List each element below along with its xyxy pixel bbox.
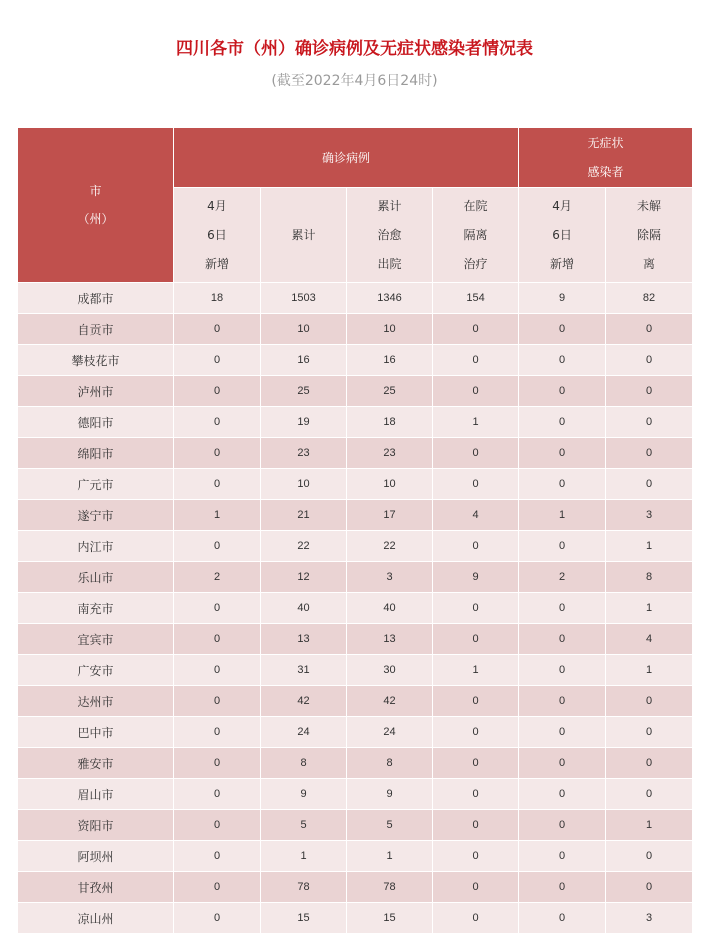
table-row [18,562,693,593]
cumulative-confirmed-cell: 9 [261,779,347,810]
new-asymptomatic-cell: 0 [519,779,606,810]
subheader-line: 新增 [204,256,229,271]
cumulative-confirmed-cell: 10 [261,469,347,500]
subheader-line: 6日 [552,227,572,242]
new-asymptomatic-cell: 0 [519,469,606,500]
city-name-cell: 成都市 [18,283,174,314]
cumulative-confirmed-cell: 16 [261,345,347,376]
cumulative-confirmed-cell: 40 [261,593,347,624]
cumulative-cured-cell: 18 [347,407,433,438]
new-confirmed-cell: 0 [174,438,261,469]
asymptomatic-under-observation-cell: 0 [606,469,693,500]
cumulative-confirmed-cell: 10 [261,314,347,345]
subheader-line: 未解 [637,198,662,213]
asymptomatic-under-observation-cell: 1 [606,593,693,624]
new-confirmed-cell: 0 [174,314,261,345]
table-row [18,283,693,314]
new-confirmed-cell: 0 [174,872,261,903]
asymptomatic-under-observation-cell: 1 [606,531,693,562]
asymptomatic-under-observation-cell: 8 [606,562,693,593]
cases-table [17,127,693,934]
cumulative-confirmed-cell: 21 [261,500,347,531]
subheader-line: 除隔 [637,227,662,242]
new-asymptomatic-cell: 0 [519,345,606,376]
new-asymptomatic-cell: 2 [519,562,606,593]
new-confirmed-cell: 2 [174,562,261,593]
new-asymptomatic-cell: 0 [519,686,606,717]
city-name-cell: 巴中市 [18,717,174,748]
header-city-line: 市 [89,184,102,198]
new-asymptomatic-cell: 0 [519,872,606,903]
subheader-line: 治愈 [377,227,402,242]
city-name-cell: 绵阳市 [18,438,174,469]
table-row [18,531,693,562]
subheader-new-asymptomatic [519,188,606,283]
asymptomatic-under-observation-cell: 1 [606,810,693,841]
new-asymptomatic-cell: 0 [519,655,606,686]
subheader-asymptomatic-under-observation [606,188,693,283]
hospitalized-cell: 0 [433,841,519,872]
table-row [18,903,693,934]
city-name-cell: 雅安市 [18,748,174,779]
asymptomatic-under-observation-cell: 82 [606,283,693,314]
subheader-line: 离 [643,256,656,271]
cumulative-cured-cell: 22 [347,531,433,562]
cumulative-cured-cell: 13 [347,624,433,655]
asymptomatic-under-observation-cell: 0 [606,376,693,407]
new-confirmed-cell: 0 [174,686,261,717]
cumulative-cured-cell: 23 [347,438,433,469]
header-asymptomatic-line: 感染者 [587,164,624,179]
new-confirmed-cell: 0 [174,376,261,407]
new-confirmed-cell: 0 [174,531,261,562]
new-confirmed-cell: 0 [174,717,261,748]
header-row-groups [18,128,693,188]
cumulative-cured-cell: 10 [347,314,433,345]
table-row [18,624,693,655]
asymptomatic-under-observation-cell: 3 [606,903,693,934]
cumulative-confirmed-cell: 1503 [261,283,347,314]
asymptomatic-under-observation-cell: 0 [606,314,693,345]
table-row [18,717,693,748]
cumulative-confirmed-cell: 12 [261,562,347,593]
asymptomatic-under-observation-cell: 0 [606,717,693,748]
cumulative-cured-cell: 5 [347,810,433,841]
hospitalized-cell: 0 [433,376,519,407]
table-row [18,841,693,872]
hospitalized-cell: 0 [433,345,519,376]
hospitalized-cell: 0 [433,531,519,562]
city-name-cell: 资阳市 [18,810,174,841]
subheader-cumulative-cured [347,188,433,283]
new-asymptomatic-cell: 0 [519,593,606,624]
subheader-line: 在院 [463,198,488,213]
subheader-line: 新增 [550,256,575,271]
hospitalized-cell: 154 [433,283,519,314]
table-row [18,376,693,407]
asymptomatic-under-observation-cell: 0 [606,438,693,469]
city-name-cell: 内江市 [18,531,174,562]
hospitalized-cell: 0 [433,748,519,779]
table-row [18,655,693,686]
header-city [18,128,174,283]
new-confirmed-cell: 0 [174,345,261,376]
cumulative-cured-cell: 24 [347,717,433,748]
table-row [18,748,693,779]
city-name-cell: 甘孜州 [18,872,174,903]
cumulative-cured-cell: 30 [347,655,433,686]
cumulative-cured-cell: 9 [347,779,433,810]
cumulative-confirmed-cell: 1 [261,841,347,872]
subheader-line: 4月 [552,198,572,213]
new-confirmed-cell: 0 [174,407,261,438]
cumulative-cured-cell: 1346 [347,283,433,314]
hospitalized-cell: 0 [433,717,519,748]
cumulative-confirmed-cell: 8 [261,748,347,779]
subheader-line: 累计 [291,227,316,242]
asymptomatic-under-observation-cell: 0 [606,748,693,779]
cumulative-cured-cell: 3 [347,562,433,593]
subheader-line: 治疗 [463,256,488,271]
subheader-line: 累计 [377,198,402,213]
new-asymptomatic-cell: 0 [519,903,606,934]
table-row [18,593,693,624]
hospitalized-cell: 0 [433,810,519,841]
asymptomatic-under-observation-cell: 0 [606,841,693,872]
subheader-line: 6日 [207,227,227,242]
new-asymptomatic-cell: 0 [519,841,606,872]
new-asymptomatic-cell: 0 [519,314,606,345]
hospitalized-cell: 0 [433,686,519,717]
city-name-cell: 攀枝花市 [18,345,174,376]
table-row [18,314,693,345]
hospitalized-cell: 1 [433,655,519,686]
asymptomatic-under-observation-cell: 1 [606,655,693,686]
cumulative-cured-cell: 17 [347,500,433,531]
city-name-cell: 南充市 [18,593,174,624]
new-asymptomatic-cell: 0 [519,624,606,655]
table-row [18,345,693,376]
table-body [18,283,693,934]
new-asymptomatic-cell: 0 [519,376,606,407]
asymptomatic-under-observation-cell: 3 [606,500,693,531]
asymptomatic-under-observation-cell: 0 [606,345,693,376]
hospitalized-cell: 0 [433,593,519,624]
hospitalized-cell: 0 [433,872,519,903]
subheader-line: 隔离 [463,227,488,242]
subheader-hospitalized [433,188,519,283]
new-asymptomatic-cell: 0 [519,717,606,748]
table-row [18,779,693,810]
new-confirmed-cell: 0 [174,469,261,500]
new-asymptomatic-cell: 0 [519,810,606,841]
new-confirmed-cell: 18 [174,283,261,314]
hospitalized-cell: 0 [433,438,519,469]
header-city-line: （州） [77,212,114,226]
new-confirmed-cell: 0 [174,903,261,934]
cumulative-cured-cell: 40 [347,593,433,624]
cumulative-cured-cell: 15 [347,903,433,934]
new-asymptomatic-cell: 0 [519,407,606,438]
cumulative-cured-cell: 16 [347,345,433,376]
hospitalized-cell: 0 [433,624,519,655]
cumulative-confirmed-cell: 78 [261,872,347,903]
city-name-cell: 达州市 [18,686,174,717]
cumulative-confirmed-cell: 25 [261,376,347,407]
cumulative-confirmed-cell: 42 [261,686,347,717]
new-confirmed-cell: 0 [174,779,261,810]
city-name-cell: 德阳市 [18,407,174,438]
table-row [18,686,693,717]
hospitalized-cell: 0 [433,903,519,934]
asymptomatic-under-observation-cell: 0 [606,779,693,810]
page-title: 四川各市（州）确诊病例及无症状感染者情况表 [176,39,533,59]
new-asymptomatic-cell: 9 [519,283,606,314]
hospitalized-cell: 0 [433,314,519,345]
city-name-cell: 自贡市 [18,314,174,345]
new-confirmed-cell: 0 [174,810,261,841]
new-asymptomatic-cell: 0 [519,438,606,469]
asymptomatic-under-observation-cell: 0 [606,407,693,438]
new-confirmed-cell: 0 [174,748,261,779]
city-name-cell: 广元市 [18,469,174,500]
new-asymptomatic-cell: 1 [519,500,606,531]
asymptomatic-under-observation-cell: 0 [606,686,693,717]
new-confirmed-cell: 0 [174,593,261,624]
subheader-line: 4月 [207,198,227,213]
new-confirmed-cell: 0 [174,624,261,655]
cumulative-confirmed-cell: 19 [261,407,347,438]
new-confirmed-cell: 0 [174,655,261,686]
header-asymptomatic-group [519,128,693,188]
cumulative-confirmed-cell: 22 [261,531,347,562]
new-confirmed-cell: 0 [174,841,261,872]
city-name-cell: 泸州市 [18,376,174,407]
cumulative-confirmed-cell: 13 [261,624,347,655]
table-row [18,469,693,500]
header-confirmed-group: 确诊病例 [174,128,519,188]
header-asymptomatic-line: 无症状 [587,135,624,150]
cumulative-cured-cell: 78 [347,872,433,903]
subheader-cumulative-confirmed [261,188,347,283]
cumulative-confirmed-cell: 23 [261,438,347,469]
asymptomatic-under-observation-cell: 4 [606,624,693,655]
subheader-line: 出院 [377,256,402,271]
city-name-cell: 宜宾市 [18,624,174,655]
city-name-cell: 乐山市 [18,562,174,593]
cumulative-cured-cell: 10 [347,469,433,500]
new-confirmed-cell: 1 [174,500,261,531]
table-row [18,872,693,903]
cumulative-cured-cell: 8 [347,748,433,779]
hospitalized-cell: 1 [433,407,519,438]
city-name-cell: 阿坝州 [18,841,174,872]
cumulative-cured-cell: 1 [347,841,433,872]
table-row [18,438,693,469]
hospitalized-cell: 9 [433,562,519,593]
city-name-cell: 广安市 [18,655,174,686]
cumulative-confirmed-cell: 24 [261,717,347,748]
cumulative-cured-cell: 25 [347,376,433,407]
table-row [18,407,693,438]
city-name-cell: 凉山州 [18,903,174,934]
subheader-new-confirmed [174,188,261,283]
cumulative-confirmed-cell: 15 [261,903,347,934]
hospitalized-cell: 0 [433,469,519,500]
city-name-cell: 遂宁市 [18,500,174,531]
asymptomatic-under-observation-cell: 0 [606,872,693,903]
table-row [18,500,693,531]
cumulative-confirmed-cell: 31 [261,655,347,686]
city-name-cell: 眉山市 [18,779,174,810]
hospitalized-cell: 0 [433,779,519,810]
hospitalized-cell: 4 [433,500,519,531]
page-subtitle: (截至2022年4月6日24时) [271,73,438,89]
cumulative-cured-cell: 42 [347,686,433,717]
cumulative-confirmed-cell: 5 [261,810,347,841]
new-asymptomatic-cell: 0 [519,531,606,562]
table-row [18,810,693,841]
new-asymptomatic-cell: 0 [519,748,606,779]
